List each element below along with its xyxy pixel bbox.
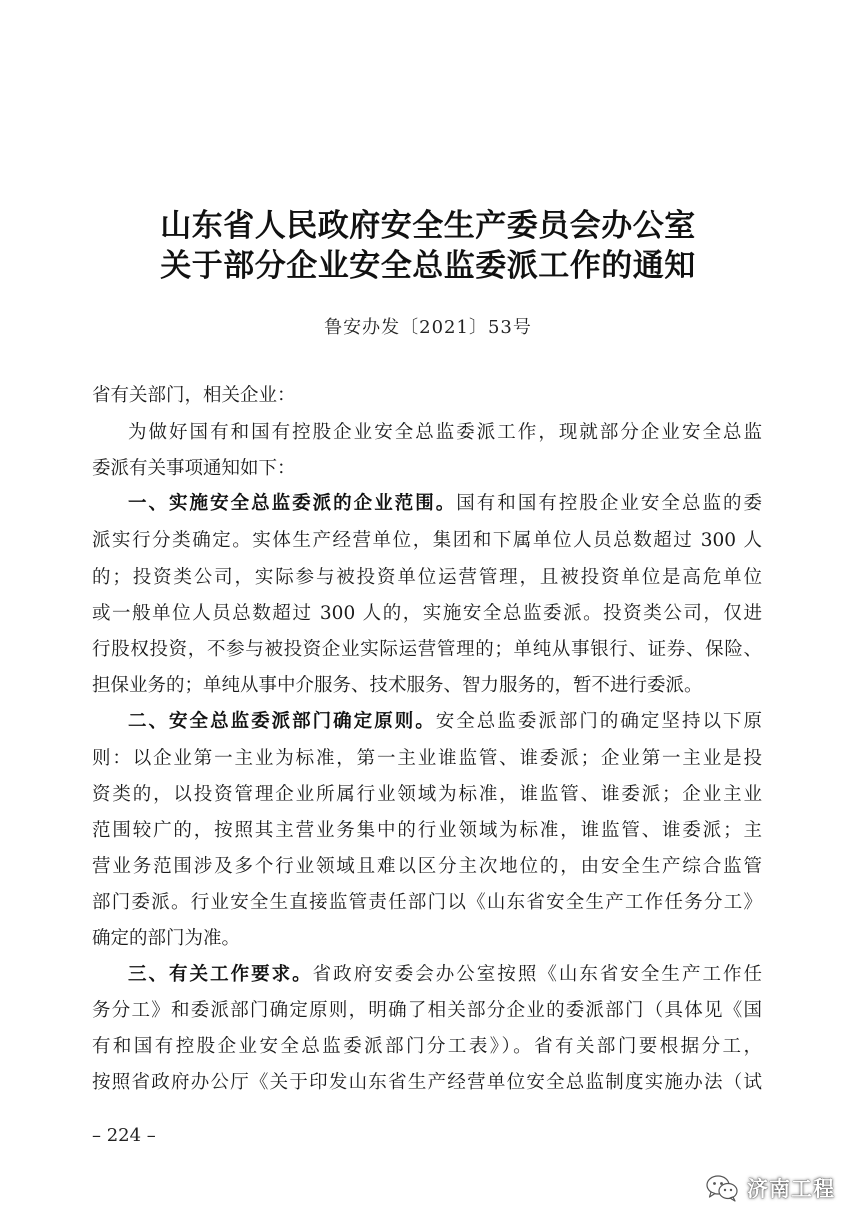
salutation: 省有关部门，相关企业： — [92, 385, 296, 406]
section-2-text: 安全总监委派部门的确定坚持以下原 — [435, 711, 762, 732]
section-1-line: 的；投资类公司，实际参与被投资单位运营管理，且被投资单位是高危单位 — [92, 567, 762, 588]
intro-line: 委派有关事项通知如下： — [92, 458, 296, 479]
section-2-line: 资类的，以投资管理企业所属行业领域为标准，谁监管、谁委派；企业主业 — [92, 784, 762, 805]
section-1-line: 行股权投资，不参与被投资企业实际运营管理的；单纯从事银行、证券、保险、 — [92, 639, 762, 660]
section-2-line: 确定的部门为准。 — [92, 928, 241, 949]
section-3-first-line — [128, 963, 762, 987]
section-3-line: 有和国有控股企业安全总监委派部门分工表》）。省有关部门要根据分工， — [92, 1036, 762, 1057]
intro-line: 为做好国有和国有控股企业安全总监委派工作，现就部分企业安全总监 — [128, 422, 762, 443]
section-1-text: 国有和国有控股企业安全总监的委 — [456, 493, 762, 514]
watermark — [705, 1172, 835, 1204]
section-3-heading: 三、有关工作要求。 — [128, 964, 313, 985]
section-3-text: 省政府安委会办公室按照《山东省安全生产工作任 — [312, 964, 762, 985]
watermark-text: 济南工程 — [747, 1177, 835, 1201]
section-3-line: 务分工》和委派部门确定原则，明确了相关部分企业的委派部门（具体见《国 — [92, 1000, 762, 1021]
section-2-first-line — [128, 710, 762, 734]
section-3-line: 按照省政府办公厅《关于印发山东省生产经营单位安全总监制度实施办法（试 — [92, 1072, 762, 1093]
section-1-heading: 一、实施安全总监委派的企业范围。 — [128, 493, 457, 514]
section-2-heading: 二、安全总监委派部门确定原则。 — [128, 711, 436, 732]
title-line-1: 山东省人民政府安全生产委员会办公室 — [160, 208, 696, 244]
wechat-icon — [705, 1174, 739, 1202]
section-1-first-line — [128, 492, 762, 516]
doc-number: 鲁安办发〔2021〕53号 — [324, 317, 532, 338]
title-line-2: 关于部分企业安全总监委派工作的通知 — [160, 248, 696, 284]
page-number: – 224 – — [92, 1125, 156, 1146]
section-2-line: 则：以企业第一主业为标准，第一主业谁监管、谁委派；企业第一主业是投 — [92, 748, 762, 769]
section-1-line: 担保业务的；单纯从事中介服务、技术服务、智力服务的，暂不进行委派。 — [92, 675, 703, 696]
section-2-line: 部门委派。行业安全生直接监管责任部门以《山东省安全生产工作任务分工》 — [92, 892, 762, 913]
section-1-line: 派实行分类确定。实体生产经营单位，集团和下属单位人员总数超过 300 人 — [92, 530, 762, 551]
section-2-line: 营业务范围涉及多个行业领域且难以区分主次地位的，由安全生产综合监管 — [92, 856, 762, 877]
section-2-line: 范围较广的，按照其主营业务集中的行业领域为标准，谁监管、谁委派；主 — [92, 820, 762, 841]
section-1-line: 或一般单位人员总数超过 300 人的，实施安全总监委派。投资类公司，仅进 — [92, 603, 762, 624]
